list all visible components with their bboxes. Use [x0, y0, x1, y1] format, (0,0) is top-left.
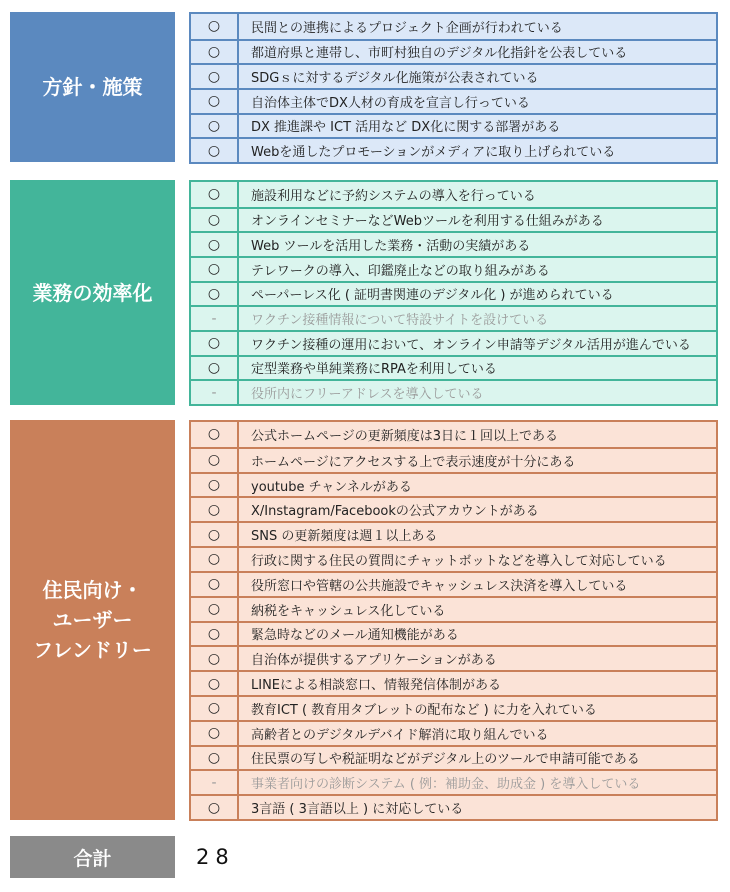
status-circle: ○ — [191, 449, 239, 472]
checklist-row — [191, 137, 716, 162]
status-circle: ○ — [191, 182, 239, 207]
checklist-row — [191, 14, 716, 39]
status-circle: ○ — [191, 548, 239, 571]
category-label-efficiency: 業務の効率化 — [10, 180, 175, 405]
checklist-item-text: 3言語 ( 3言語以上 ) に対応している — [251, 802, 464, 818]
checklist-row — [191, 645, 716, 670]
status-circle: ○ — [191, 623, 239, 646]
checklist-item-text: 緊急時などのメール通知機能がある — [251, 628, 459, 644]
checklist-row — [191, 596, 716, 621]
checklist-item-text: 民間との連携によるプロジェクト企画が行われている — [251, 20, 563, 36]
checklist-item-text: LINEによる相談窓口、情報発信体制がある — [251, 678, 502, 694]
checklist-item-text: 施設利用などに予約システムの導入を行っている — [251, 188, 536, 204]
checklist-item-text: Web ツールを活用した業務・活動の実績がある — [251, 239, 531, 255]
status-circle: ○ — [191, 233, 239, 256]
checklist-row — [191, 63, 716, 88]
status-circle: ○ — [191, 41, 239, 64]
status-circle: ○ — [191, 65, 239, 88]
status-dash: - — [191, 307, 239, 330]
status-circle: ○ — [191, 474, 239, 497]
checklist-item-text: SDGｓに対するデジタル化施策が公表されている — [251, 71, 539, 87]
checklist-row — [191, 422, 716, 447]
checklist-row — [191, 472, 716, 497]
status-circle: ○ — [191, 498, 239, 521]
checklist-item-text: 自治体が提供するアプリケーションがある — [251, 653, 497, 669]
status-dash: - — [191, 771, 239, 794]
checklist-item-text: ワクチン接種情報について特設サイトを設けている — [251, 313, 549, 329]
checklist-row — [191, 207, 716, 232]
checklist-row — [191, 355, 716, 380]
status-circle: ○ — [191, 283, 239, 306]
checklist-item-text: X/Instagram/Facebookの公式アカウントがある — [251, 504, 539, 520]
checklist-item-text: DX 推進課や ICT 活用など DX化に関する部署がある — [251, 120, 561, 136]
status-circle: ○ — [191, 796, 239, 819]
checklist-item-text: 納税をキャッシュレス化している — [251, 603, 446, 619]
checklist-user-friendly — [189, 420, 718, 821]
checklist-policy — [189, 12, 718, 164]
checklist-row — [191, 670, 716, 695]
checklist-item-text: youtube チャンネルがある — [251, 479, 412, 495]
checklist-item-text: ペーパーレス化 ( 証明書関連のデジタル化 ) が進められている — [251, 288, 614, 304]
checklist-item-text: 住民票の写しや税証明などがデジタル上のツールで申請可能である — [251, 752, 640, 768]
status-circle: ○ — [191, 598, 239, 621]
status-circle: ○ — [191, 697, 239, 720]
checklist-row — [191, 621, 716, 646]
checklist-row — [191, 720, 716, 745]
status-circle: ○ — [191, 332, 239, 355]
checklist-item-text: Webを通したプロモーションがメディアに取り上げられている — [251, 145, 616, 161]
checklist-row — [191, 330, 716, 355]
checklist-item-text: オンラインセミナーなどWebツールを利用する仕組みがある — [251, 214, 604, 230]
checklist-item-text: 教育ICT ( 教育用タブレットの配布など ) に力を入れている — [251, 702, 597, 718]
status-circle: ○ — [191, 90, 239, 113]
checklist-item-text: 自治体主体でDX人材の育成を宣言し行っている — [251, 95, 530, 111]
checklist-item-text: 役所窓口や管轄の公共施設でキャッシュレス決済を導入している — [251, 578, 628, 594]
status-circle: ○ — [191, 115, 239, 138]
checklist-item-text: 役所内にフリーアドレスを導入している — [251, 387, 484, 403]
checklist-row — [191, 695, 716, 720]
checklist-item-text: ホームページにアクセスする上で表示速度が十分にある — [251, 454, 576, 470]
checklist-item-text: テレワークの導入、印鑑廃止などの取り組みがある — [251, 263, 550, 279]
status-circle: ○ — [191, 647, 239, 670]
status-dash: - — [191, 381, 239, 404]
status-circle: ○ — [191, 672, 239, 695]
checklist-row — [191, 521, 716, 546]
checklist-row — [191, 39, 716, 64]
status-circle: ○ — [191, 258, 239, 281]
total-value: 28 — [196, 845, 235, 869]
status-circle: ○ — [191, 139, 239, 162]
checklist-row — [191, 571, 716, 596]
status-circle: ○ — [191, 422, 239, 447]
status-circle: ○ — [191, 747, 239, 770]
checklist-row — [191, 231, 716, 256]
total-label: 合計 — [10, 836, 175, 878]
checklist-item-text: 行政に関する住民の質問にチャットボットなどを導入して対応している — [251, 553, 667, 569]
category-label-user-friendly: 住民向け・ ユーザー フレンドリー — [10, 420, 175, 820]
checklist-row — [191, 281, 716, 306]
checklist-item-text: 公式ホームページの更新頻度は3日に１回以上である — [251, 428, 559, 444]
status-circle: ○ — [191, 357, 239, 380]
status-circle: ○ — [191, 722, 239, 745]
checklist-row — [191, 182, 716, 207]
checklist-row — [191, 305, 716, 330]
checklist-row — [191, 496, 716, 521]
category-label-policy: 方針・施策 — [10, 12, 175, 162]
checklist-row — [191, 88, 716, 113]
status-circle: ○ — [191, 209, 239, 232]
checklist-row — [191, 113, 716, 138]
status-circle: ○ — [191, 523, 239, 546]
checklist-item-text: 高齢者とのデジタルデバイド解消に取り組んでいる — [251, 727, 549, 743]
checklist-row — [191, 546, 716, 571]
checklist-efficiency — [189, 180, 718, 406]
checklist-item-text: 都道府県と連帯し、市町村独自のデジタル化指針を公表している — [251, 46, 628, 62]
status-circle: ○ — [191, 573, 239, 596]
status-circle: ○ — [191, 14, 239, 39]
checklist-row — [191, 794, 716, 819]
checklist-row — [191, 745, 716, 770]
checklist-item-text: SNS の更新頻度は週１以上ある — [251, 529, 438, 545]
checklist-row — [191, 447, 716, 472]
checklist-row — [191, 256, 716, 281]
checklist-row — [191, 379, 716, 404]
checklist-item-text: ワクチン接種の運用において、オンライン申請等デジタル活用が進んでいる — [251, 337, 691, 353]
checklist-row — [191, 769, 716, 794]
checklist-item-text: 定型業務や単純業務にRPAを利用している — [251, 362, 497, 378]
checklist-item-text: 事業者向けの診断システム ( 例：補助金、助成金 ) を導入している — [251, 777, 641, 793]
